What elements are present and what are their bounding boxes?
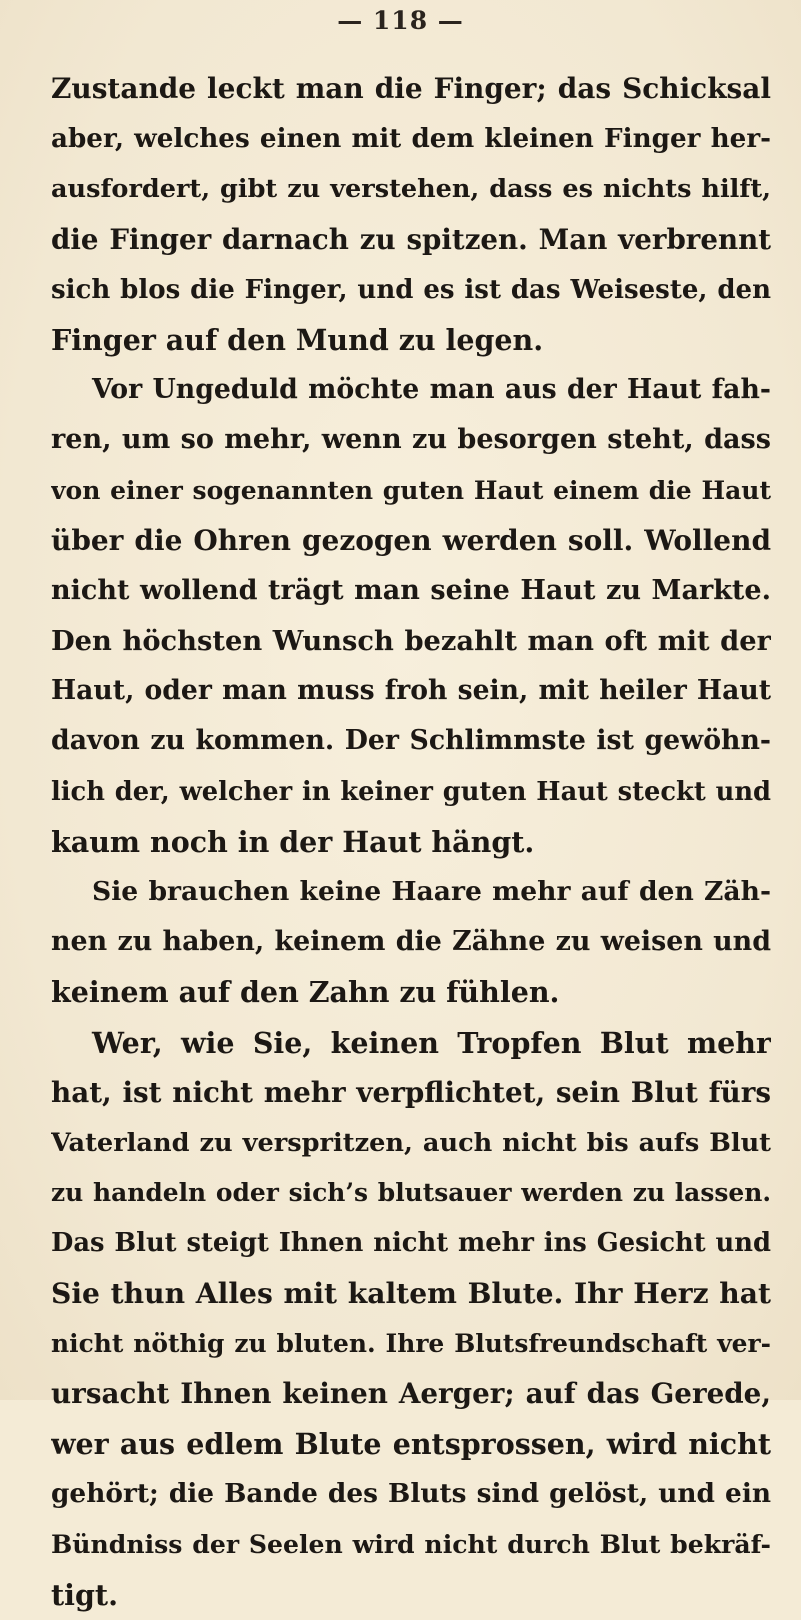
text-line: ausfordert, gibt zu verstehen, dass es nichts hilft, [51,174,771,205]
text-line: ren, um so mehr, wenn zu besorgen steht, dass [51,424,771,456]
text-line: zu handeln oder sich’s blutsauer werden zu lassen. [51,1178,771,1208]
text-line: Bündniss der Seelen wird nicht durch Blut bekräf- [51,1529,771,1560]
text-line: von einer sogenannten guten Haut einem die Haut [51,475,771,505]
text-line: nicht wollend trägt man seine Haut zu Markte. [51,574,771,606]
paragraph-start-line: Vor Ungeduld möchte man aus der Haut fah- [92,374,771,406]
paragraph-end-line: Finger auf den Mund zu legen. [51,322,544,357]
body-text [51,64,771,1620]
text-line: nen zu haben, keinem die Zähne zu weisen und [51,926,771,958]
text-line: Das Blut steigt Ihnen nicht mehr ins Gesicht und [51,1228,771,1259]
text-line: Den höchsten Wunsch bezahlt man oft mit der [51,625,771,658]
paragraph-start-line: Wer, wie Sie, keinen Tropfen Blut mehr [92,1025,771,1060]
paragraph-end-line: kaum noch in der Haut hängt. [51,824,535,859]
text-line: nicht nöthig zu bluten. Ihre Blutsfreundschaft ver- [51,1328,771,1358]
paragraph-start-line: Sie brauchen keine Haare mehr auf den Zäh- [92,876,771,907]
text-line: aber, welches einen mit dem kleinen Finger her- [51,123,771,155]
text-line: davon zu kommen. Der Schlimmste ist gewöhn- [51,725,771,757]
text-line: Haut, oder man muss froh sein, mit heiler Haut [51,675,771,707]
text-line: über die Ohren gezogen werden soll. Wollend [51,523,771,557]
text-line: wer aus edlem Blute entsprossen, wird nicht [51,1427,771,1462]
paragraph-end-line: keinem auf den Zahn zu fühlen. [51,975,560,1010]
text-line: ursacht Ihnen keinen Aerger; auf das Gerede, [51,1376,771,1410]
text-line: Sie thun Alles mit kaltem Blute. Ihr Herz hat [51,1276,771,1310]
text-line: lich der, welcher in keiner guten Haut steckt und [51,776,771,807]
text-line: die Finger darnach zu spitzen. Man verbrennt [51,222,771,256]
paragraph-end-line: tigt. [51,1577,119,1612]
text-line: sich blos die Finger, und es ist das Weiseste, den [51,274,771,305]
text-line: gehört; die Bande des Bluts sind gelöst, und ein [51,1478,771,1510]
text-line: Zustande leckt man die Finger; das Schicksal [51,72,771,105]
page-number: — 118 — [337,6,464,35]
text-line: hat, ist nicht mehr verpflichtet, sein Blut fürs [51,1075,771,1109]
text-line: Vaterland zu verspritzen, auch nicht bis aufs Blut [51,1127,771,1158]
